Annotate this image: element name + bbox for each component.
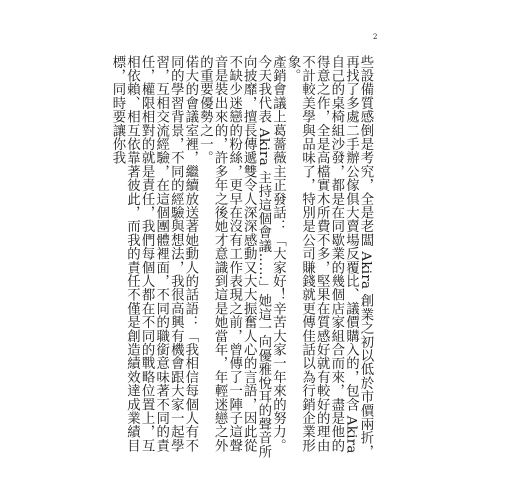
vertical-text-body [109, 55, 373, 460]
paragraph-2: 產銷會議上葛薔薇主正發話：「大家好！辛苦大家一年來的努力。今天我代表 Akira 主持這個會議……」她這一向優雅悅耳的聲音所向披靡，擅長傳遞雙令人深深感動又大大振奮人心的言語，因此從不缺少迷戀的粉絲，更早在沒有工作表現之前，曾傳了一陣子這聲音是裝出來的，許多年之後她才意識到這是她當年，年輕迷戀之外的重要優勢之一。 [197, 55, 286, 459]
paragraph-3: 偌大的會議室裡，繼續放送著她動人的話語：「我相信每個人有不同的學習背景，不同的經驗與想法，我很高興有機會跟大家一起學習，互相交流經驗，在這個團體裡面，不同的職銜意味著不同的責任，權限相對的就是責任，我們每個人都在不同的戰略位置上，互相依賴、相互依靠著彼此，而我的責任不僅是創造績效達成業績目標，同時要讓你我 [109, 55, 198, 453]
paragraph-1: 些設備質感倒是考究，全是老闆 Akira 創業之初以低於市價兩折，再找了多處二手辦公傢俱大賣場反覆比、議價購入的，包含 Akira 自己的桌椅組沙發，都是在同歇業的幾個店家組合而來，盡是他的得意之作，全是高檔實木所費不多，堅果在質感好就有較好的理由不計較美學與品味了，特別是公司賺錢就更傳佳話以為行銷企業形象。 [285, 55, 373, 459]
page-number: 2 [373, 33, 378, 41]
